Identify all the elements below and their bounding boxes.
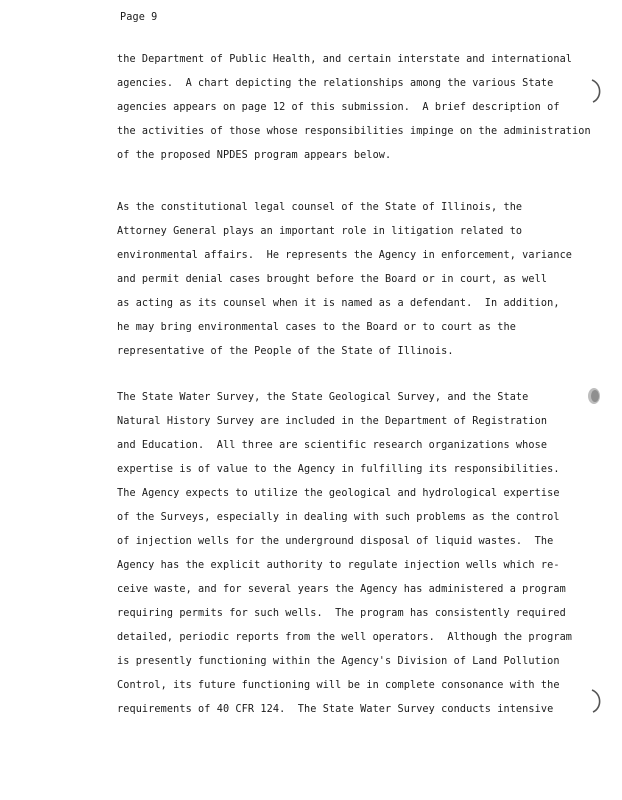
- text-line: as acting as its counsel when it is named as a defendant. In addition,: [117, 298, 560, 309]
- text-line: expertise is of value to the Agency in fulfilling its responsibilities.: [117, 464, 560, 475]
- paragraph-state-surveys: [117, 386, 587, 722]
- text-line: detailed, periodic reports from the well operators. Although the program: [117, 632, 573, 643]
- text-line: Control, its future functioning will be in complete consonance with the: [117, 680, 560, 691]
- text-line: The Agency expects to utilize the geological and hydrological expertise: [117, 488, 560, 499]
- text-line: environmental affairs. He represents the Agency in enforcement, variance: [117, 250, 573, 261]
- text-line: Attorney General plays an important role in litigation related to: [117, 226, 523, 237]
- text-line: As the constitutional legal counsel of the State of Illinois, the: [117, 202, 523, 213]
- text-line: the activities of those whose responsibilities impinge on the administration: [117, 126, 591, 137]
- text-line: ceive waste, and for several years the Agency has administered a program: [117, 584, 566, 595]
- text-line: the Department of Public Health, and certain interstate and international: [117, 54, 573, 65]
- text-line: and Education. All three are scientific research organizations whose: [117, 440, 548, 451]
- text-line: requiring permits for such wells. The program has consistently required: [117, 608, 566, 619]
- text-line: of injection wells for the underground disposal of liquid wastes. The: [117, 536, 554, 547]
- text-line: and permit denial cases brought before the Board or in court, as well: [117, 274, 548, 285]
- text-line: agencies appears on page 12 of this submission. A brief description of: [117, 102, 560, 113]
- punch-hole-mark-top: [590, 78, 604, 104]
- punch-hole-mark-middle: [586, 386, 602, 406]
- text-line: Agency has the explicit authority to regulate injection wells which re-: [117, 560, 560, 571]
- page-number: Page 9: [120, 12, 158, 23]
- text-line: representative of the People of the State of Illinois.: [117, 346, 454, 357]
- text-line: of the proposed NPDES program appears below.: [117, 150, 392, 161]
- text-line: he may bring environmental cases to the Board or to court as the: [117, 322, 516, 333]
- text-line: is presently functioning within the Agency's Division of Land Pollution: [117, 656, 560, 667]
- punch-hole-mark-bottom: [590, 688, 604, 714]
- text-line: The State Water Survey, the State Geological Survey, and the State: [117, 392, 529, 403]
- paragraph-attorney-general: [117, 196, 587, 364]
- text-line: agencies. A chart depicting the relationships among the various State: [117, 78, 554, 89]
- text-line: requirements of 40 CFR 124. The State Water Survey conducts intensive: [117, 704, 554, 715]
- text-line: of the Surveys, especially in dealing with such problems as the control: [117, 512, 560, 523]
- paragraph-agencies: [117, 48, 591, 168]
- text-line: Natural History Survey are included in the Department of Registration: [117, 416, 548, 427]
